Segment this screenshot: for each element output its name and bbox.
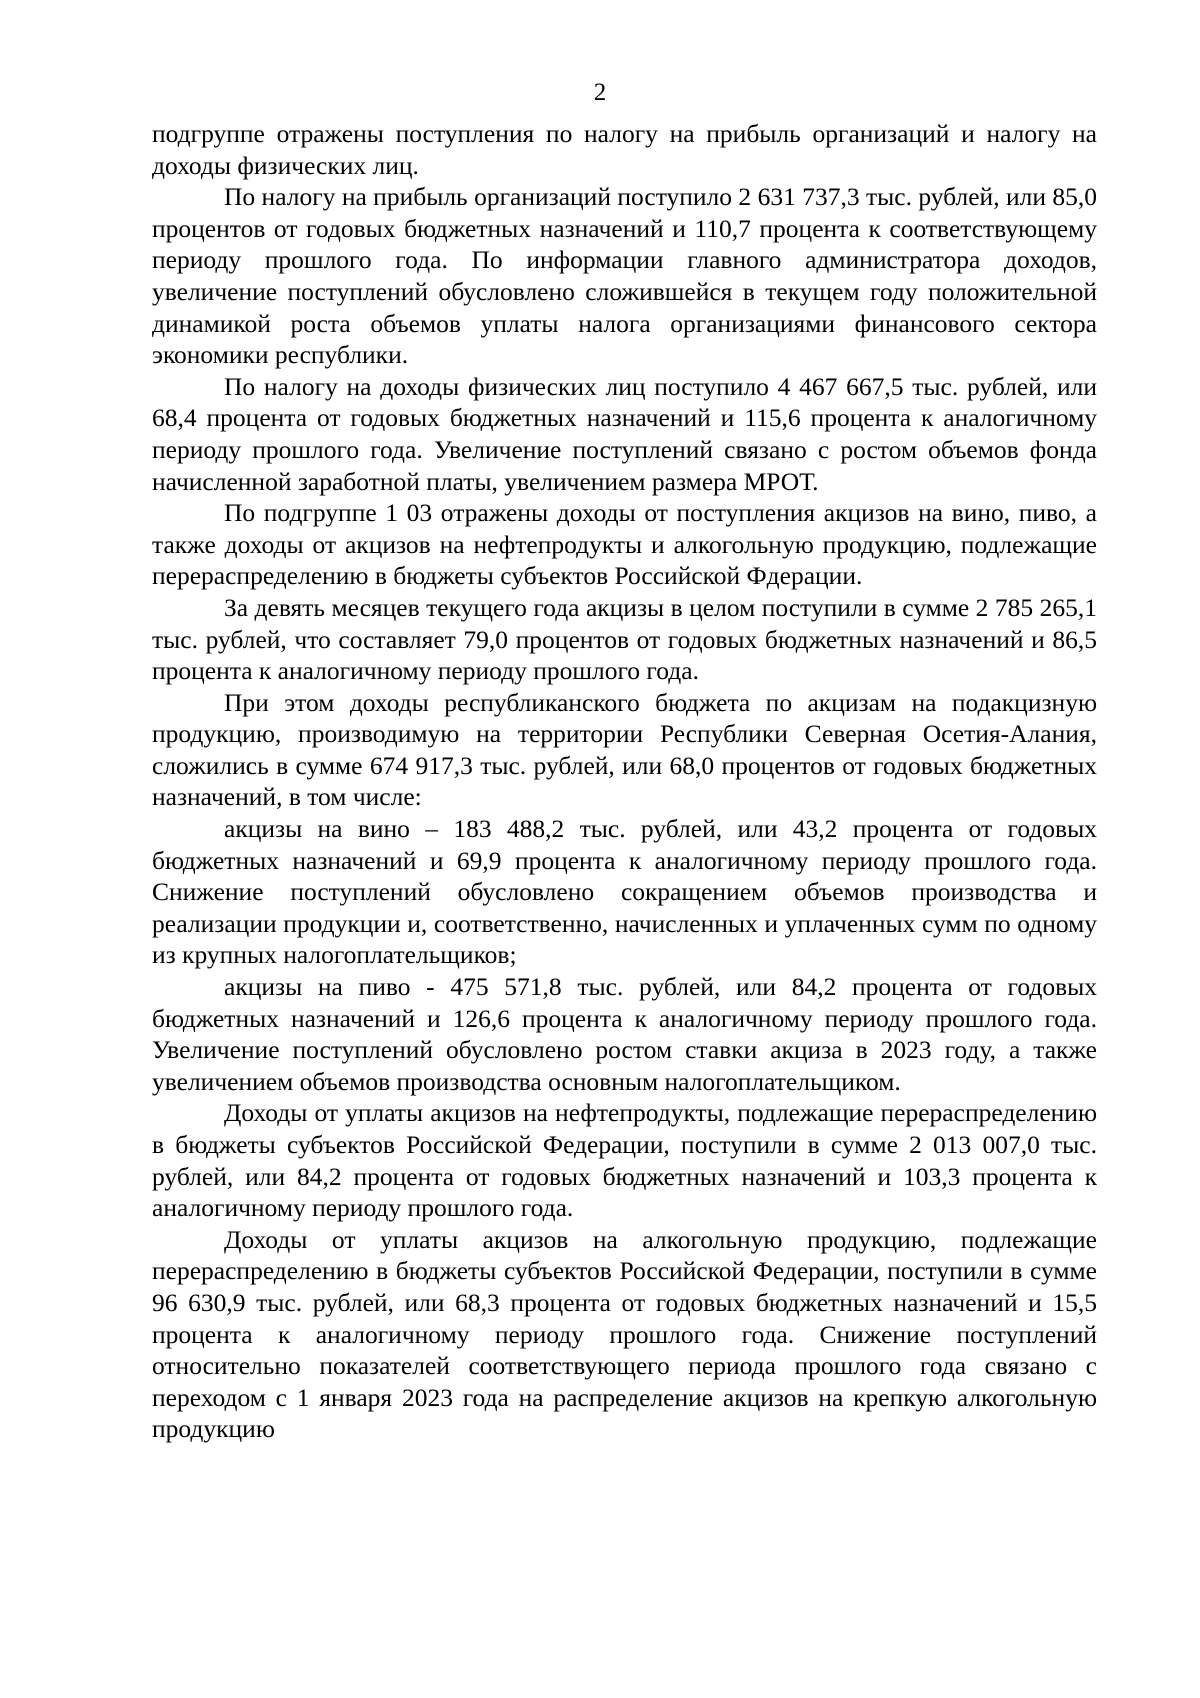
paragraph: За девять месяцев текущего года акцизы в целом поступили в сумме 2 785 265,1 тыс. рублей, что составляет 79,0 процентов от годовых бюджетных назначений и 86,5 процента к аналогичному периоду прошлого года. — [152, 592, 1097, 686]
paragraph: По подгруппе 1 03 отражены доходы от поступления акцизов на вино, пиво, а также доходы от акцизов на нефтепродукты и алкогольную продукцию, подлежащие перераспределению в бюджеты субъектов Российской Фдерации. — [152, 498, 1097, 591]
paragraph: Доходы от уплаты акцизов на алкогольную продукцию, подлежащие перераспределению в бюджеты субъектов Российской Федерации, поступили в сумме 96 630,9 тыс. рублей, или 68,3 процента от годовых бюджетных назначений и 15,5 процента к аналогичному периоду прошлого года. Снижение поступлений относительно показателей соответствующего периода прошлого года связано с переходом с 1 января 2023 года на распределение акцизов на крепкую алкогольную продукцию — [152, 1224, 1097, 1444]
page-number: 2 — [593, 79, 607, 106]
paragraph: акцизы на вино – 183 488,2 тыс. рублей, или 43,2 процента от годовых бюджетных назначений и 69,9 процента к аналогичному периоду прошлого года. Снижение поступлений обусловлено сокращением объемов производства и реализации продукции и, соответственно, начисленных и уплаченных сумм по одному из крупных налогоплательщиков; — [152, 814, 1097, 970]
paragraph: При этом доходы республиканского бюджета по акцизам на подакцизную продукцию, производимую на территории Республики Северная Осетия-Алания, сложились в сумме 674 917,3 тыс. рублей, или 68,0 процентов от годовых бюджетных назначений, в том числе: — [152, 687, 1097, 812]
paragraph: По налогу на доходы физических лиц поступило 4 467 667,5 тыс. рублей, или 68,4 процента от годовых бюджетных назначений и 115,6 процента к аналогичному периоду прошлого года. Увеличение поступлений связано с ростом объемов фонда начисленной заработной платы, увеличением размера МРОТ. — [152, 371, 1097, 496]
paragraph: подгруппе отражены поступления по налогу на прибыль организаций и налогу на доходы физических лиц. — [152, 119, 1097, 180]
paragraph: Доходы от уплаты акцизов на нефтепродукты, подлежащие перераспределению в бюджеты субъектов Российской Федерации, поступили в сумме 2 013 007,0 тыс. рублей, или 84,2 процента от годовых бюджетных назначений и 103,3 процента к аналогичному периоду прошлого года. — [152, 1098, 1097, 1223]
paragraph: акцизы на пиво - 475 571,8 тыс. рублей, или 84,2 процента от годовых бюджетных назначений и 126,6 процента к аналогичному периоду прошлого года. Увеличение поступлений обусловлено ростом ставки акциза в 2023 году, а также увеличением объемов производства основным налогоплательщиком. — [152, 972, 1097, 1096]
paragraph: По налогу на прибыль организаций поступило 2 631 737,3 тыс. рублей, или 85,0 процентов от годовых бюджетных назначений и 110,7 процента к соответствующему периоду прошлого года. По информации главного администратора доходов, увеличение поступлений обусловлено сложившейся в текущем году положительной динамикой роста объемов уплаты налога организациями финансового сектора экономики республики. — [152, 182, 1097, 370]
document-body — [152, 118, 1097, 1445]
